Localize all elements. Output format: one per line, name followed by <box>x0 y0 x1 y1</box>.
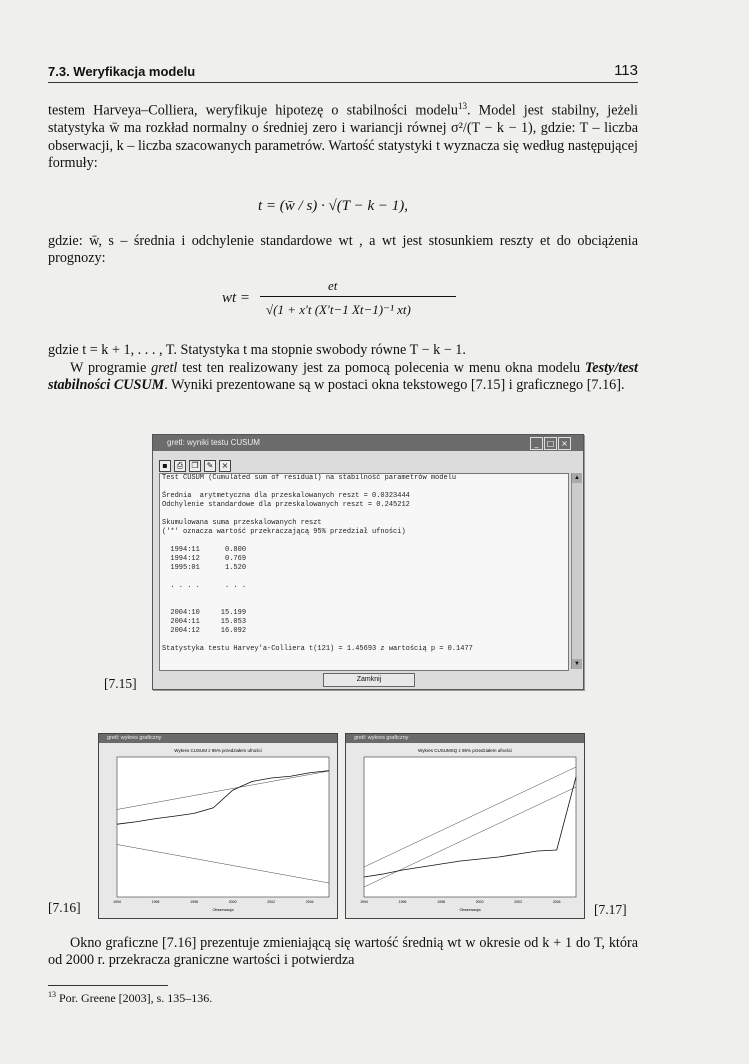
paragraph-2: gdzie: w̄, s – średnia i odchylenie standardowe wt , a wt jest stosunkiem reszty et do obciążenia prognozy: <box>48 233 638 267</box>
copy-icon[interactable]: ❐ <box>189 460 201 472</box>
output-line: Statystyka testu Harvey'a-Colliera t(121) = 1.45693 z wartością p = 0.1477 <box>162 645 473 653</box>
graph-window-title: gretl: wykres graficzny <box>99 734 337 743</box>
close-button[interactable]: Zamknij <box>323 673 415 687</box>
plot-area <box>117 757 329 897</box>
output-line <box>160 600 568 609</box>
close-doc-icon[interactable]: × <box>219 460 231 472</box>
window-title: gretl: wyniki testu CUSUM <box>167 438 260 447</box>
chart-title: Wykres CUSUM z 95% przedziałem ufności <box>174 748 262 753</box>
cusum-graph-window <box>98 733 338 919</box>
window-toolbar <box>159 455 234 469</box>
output-line <box>160 636 568 645</box>
output-line: 1995:01 1.520 <box>162 564 247 572</box>
output-line: ('*' oznacza wartość przekraczającą 95% przedział ufności) <box>162 528 406 536</box>
output-line: Średnia arytmetyczna dla przeskalowanych reszt = 0.0323444 <box>162 492 410 500</box>
results-text-area[interactable] <box>159 473 569 671</box>
cusum-chart <box>99 743 337 918</box>
figure-label-7-17: [7.17] <box>594 902 627 917</box>
x-tick-label: 2002 <box>267 900 276 904</box>
x-tick-label: 2002 <box>514 900 523 904</box>
graph-window-title: gretl: wykres graficzny <box>346 734 584 743</box>
x-axis-label: Obserwacja <box>459 907 481 912</box>
window-titlebar[interactable] <box>153 435 583 451</box>
paragraph-1: testem Harveya–Colliera, weryfikuje hipotezę o stabilności modelu$^{13}$. Model jest stabilny, jeżeli statystyka w̄ ma rozkład normalny o średniej zero i wariancji równej σ²/(T − k − 1), gdzie: T – liczba obserwacji, k – liczba szacowanych parametrów. Wartość statystyki t wyznacza się według następującej formuły: <box>48 101 638 171</box>
output-line: 2004:10 15.199 <box>162 609 247 617</box>
footnote-ref[interactable]: 13 <box>457 101 467 111</box>
output-line <box>160 591 568 600</box>
output-line: 1994:11 0.800 <box>162 546 247 554</box>
page-number: 113 <box>614 62 638 79</box>
x-tick-label: 1994 <box>360 900 368 904</box>
footnote-rule <box>48 985 168 986</box>
equation-2-lhs: wt = <box>222 290 251 306</box>
equation-2-denominator: √(1 + x′t (X′t−1 Xt−1)⁻¹ xt) <box>266 302 411 317</box>
x-tick-label: 2000 <box>228 900 237 904</box>
scroll-down-icon[interactable]: ▼ <box>572 659 582 669</box>
paragraph-4: W programie gretl test ten realizowany jest za pomocą polecenia w menu okna modelu Testy/test stabilności CUSUM. Wyniki prezentowane są w postaci okna tekstowego [7.15] i graficznego [7.16]. <box>48 360 638 394</box>
output-line: Skumulowana suma przeskalowanych reszt <box>162 519 322 527</box>
output-line <box>160 483 568 492</box>
equation-2-numerator: et <box>328 278 338 293</box>
close-icon[interactable]: × <box>558 437 571 450</box>
output-line: Test CUSUM (Cumulated sum of residual) na stabilność parametrów modelu <box>162 474 457 482</box>
header-rule <box>48 82 638 83</box>
x-tick-label: 2004 <box>305 900 314 904</box>
output-line: 2004:11 15.053 <box>162 618 247 626</box>
x-tick-label: 1996 <box>151 900 160 904</box>
save-icon[interactable]: ▪ <box>159 460 171 472</box>
output-line <box>160 510 568 519</box>
output-line: 1994:12 0.769 <box>162 555 247 563</box>
section-title: 7.3. Weryfikacja modelu <box>48 64 196 79</box>
x-tick-label: 1998 <box>190 900 198 904</box>
paragraph-5: Okno graficzne [7.16] prezentuje zmieniającą się wartość średnią wt w okresie od k + 1 do T, która od 2000 r. przekracza graniczne wartości i potwierdza <box>48 935 638 969</box>
figure-label-7-16: [7.16] <box>48 900 81 915</box>
plot-area <box>364 757 576 897</box>
x-tick-label: 1996 <box>398 900 407 904</box>
equation-1: t = (w̄ / s) · √(T − k − 1), <box>258 198 408 214</box>
paragraph-3: gdzie t = k + 1, . . . , T. Statystyka t ma stopnie swobody równe T − k − 1. <box>48 342 466 358</box>
cusumsq-chart <box>346 743 584 918</box>
x-axis-label: Obserwacja <box>212 907 234 912</box>
footnote: $^{13}$ Por. Greene [2003], s. 135–136. <box>48 990 213 1005</box>
menu-path: Testy/test stabilności CUSUM <box>48 360 638 394</box>
cusumsq-graph-window <box>345 733 585 919</box>
edit-icon[interactable]: ✎ <box>204 460 216 472</box>
x-tick-label: 1994 <box>113 900 121 904</box>
output-line: . . . . . . . <box>162 582 247 590</box>
minimize-icon[interactable]: _ <box>530 437 543 450</box>
output-line: 2004:12 16.092 <box>162 627 247 635</box>
print-icon[interactable]: ⎙ <box>174 460 186 472</box>
scrollbar[interactable] <box>571 473 582 669</box>
x-tick-label: 1998 <box>437 900 445 904</box>
x-tick-label: 2004 <box>552 900 561 904</box>
maximize-icon[interactable]: □ <box>544 437 557 450</box>
chart-title: Wykres CUSUMSQ z 95% przedziałem ufności <box>418 748 512 753</box>
output-line <box>160 573 568 582</box>
x-tick-label: 2000 <box>475 900 484 904</box>
cusum-results-window <box>152 434 584 690</box>
scroll-up-icon[interactable]: ▲ <box>572 473 582 483</box>
figure-label-7-15: [7.15] <box>104 676 137 691</box>
fraction-bar <box>260 296 456 297</box>
output-line <box>160 537 568 546</box>
running-head <box>48 62 638 82</box>
output-line: Odchylenie standardowe dla przeskalowanych reszt = 0.245212 <box>162 501 410 509</box>
